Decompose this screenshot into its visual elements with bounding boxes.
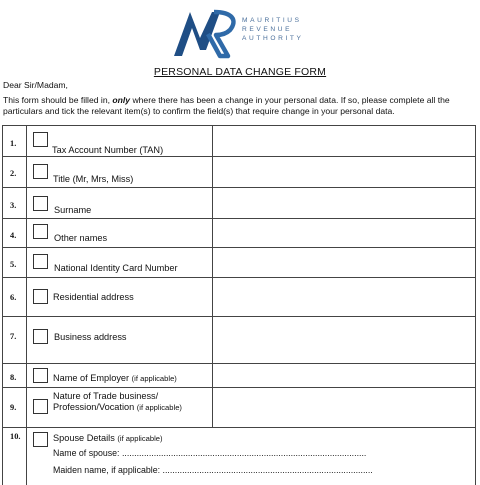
- row-number: 5.: [10, 260, 17, 269]
- applicable-note: (if applicable): [136, 403, 182, 412]
- intro-text-1: This form should be filled in,: [3, 95, 113, 105]
- spouse-checkbox[interactable]: [33, 432, 48, 447]
- spouse-name-field[interactable]: Name of spouse: ....................................................................................................: [53, 448, 367, 458]
- mra-logo: [170, 4, 330, 62]
- title-field[interactable]: [213, 157, 475, 188]
- applicable-note: (if applicable): [131, 374, 177, 383]
- org-line-3: AUTHORITY: [242, 35, 304, 42]
- trade-label: Nature of Trade business/ Profession/Vocation: [53, 391, 159, 412]
- surname-field[interactable]: [213, 188, 475, 219]
- row-label: National Identity Card Number: [54, 263, 178, 273]
- row-label: Other names: [54, 233, 108, 243]
- mra-logo-text: [242, 16, 304, 43]
- row-number: 8.: [10, 373, 17, 382]
- intro-text-2: where there has been a change in your personal data. If so, please complete all the particulars and tick the relevant item(s) to confirm the field(s) that require change in your personal data.: [3, 95, 450, 116]
- table-row: [2, 277, 476, 316]
- row-label: Title (Mr, Mrs, Miss): [53, 174, 134, 184]
- org-line-1: MAURITIUS: [242, 17, 302, 24]
- intro-paragraph: [3, 95, 479, 116]
- row-number: 9.: [10, 403, 17, 412]
- title-checkbox[interactable]: [33, 164, 48, 179]
- table-row: [2, 316, 476, 363]
- employer-label: Name of Employer: [53, 373, 130, 383]
- other-names-field[interactable]: [213, 219, 475, 248]
- row-number: 6.: [10, 293, 17, 302]
- greeting: Dear Sir/Madam,: [3, 80, 68, 90]
- trade-field[interactable]: [213, 388, 475, 428]
- tan-checkbox[interactable]: [33, 132, 48, 147]
- row-number: 7.: [10, 332, 17, 341]
- residential-address-field[interactable]: [213, 278, 475, 317]
- table-row: [2, 218, 476, 247]
- employer-field[interactable]: [213, 364, 475, 388]
- trade-checkbox[interactable]: [33, 399, 48, 414]
- nic-checkbox[interactable]: [33, 254, 48, 269]
- surname-checkbox[interactable]: [33, 196, 48, 211]
- tan-field[interactable]: [213, 126, 475, 157]
- row-label: [53, 373, 177, 384]
- business-address-field[interactable]: [213, 317, 475, 364]
- form-title: PERSONAL DATA CHANGE FORM: [153, 66, 327, 78]
- nic-field[interactable]: [213, 248, 475, 278]
- row-label: Residential address: [53, 292, 134, 302]
- row-number: 10.: [10, 432, 21, 441]
- mra-logo-mark-icon: [170, 4, 242, 60]
- other-names-checkbox[interactable]: [33, 224, 48, 239]
- row-label: Surname: [54, 205, 92, 215]
- spouse-details-label: Spouse Details: [53, 433, 115, 443]
- residential-address-checkbox[interactable]: [33, 289, 48, 304]
- table-row: [2, 125, 476, 156]
- intro-emphasis: only: [112, 95, 131, 105]
- personal-data-table: [2, 125, 476, 485]
- row-number: 1.: [10, 139, 17, 148]
- business-address-checkbox[interactable]: [33, 329, 48, 344]
- row-number: 2.: [10, 169, 17, 178]
- applicable-note: (if applicable): [117, 434, 163, 443]
- table-row: [2, 363, 476, 387]
- table-row: [2, 156, 476, 187]
- row-label: Tax Account Number (TAN): [52, 145, 164, 155]
- row-label: [53, 391, 208, 413]
- table-row: [2, 387, 476, 427]
- employer-checkbox[interactable]: [33, 368, 48, 383]
- table-row: [2, 427, 476, 485]
- org-line-2: REVENUE: [242, 26, 293, 33]
- row-label: Business address: [54, 332, 127, 342]
- row-number: 4.: [10, 231, 17, 240]
- row-label: [53, 433, 163, 444]
- table-row: [2, 247, 476, 277]
- table-row: [2, 187, 476, 218]
- row-number: 3.: [10, 201, 17, 210]
- maiden-name-field[interactable]: Maiden name, if applicable: ......................................................................................: [53, 465, 373, 475]
